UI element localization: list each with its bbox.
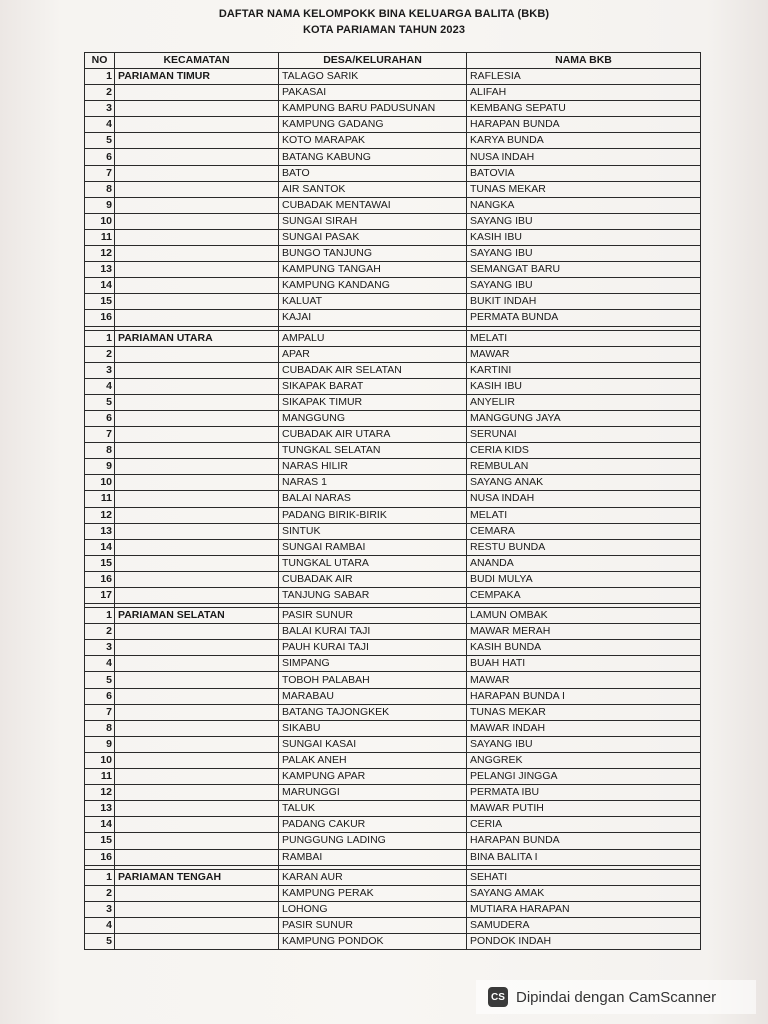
nama-bkb-cell: MAWAR INDAH <box>467 720 701 736</box>
desa-cell: KARAN AUR <box>279 869 467 885</box>
row-number: 13 <box>85 523 115 539</box>
nama-bkb-cell: MAWAR <box>467 346 701 362</box>
table-row <box>85 885 701 901</box>
table-row <box>85 165 701 181</box>
desa-cell: CUBADAK MENTAWAI <box>279 197 467 213</box>
kecamatan-cell <box>115 197 279 213</box>
desa-cell: SINTUK <box>279 523 467 539</box>
nama-bkb-cell: CERIA KIDS <box>467 443 701 459</box>
desa-cell: PADANG BIRIK-BIRIK <box>279 507 467 523</box>
nama-bkb-cell: SEMANGAT BARU <box>467 262 701 278</box>
table-row <box>85 262 701 278</box>
kecamatan-cell <box>115 133 279 149</box>
table-row <box>85 555 701 571</box>
kecamatan-cell <box>115 459 279 475</box>
table-row <box>85 720 701 736</box>
nama-bkb-cell: ANGGREK <box>467 752 701 768</box>
desa-cell: MARABAU <box>279 688 467 704</box>
header-nama-bkb: NAMA BKB <box>467 53 701 69</box>
row-number: 5 <box>85 394 115 410</box>
desa-cell: KAMPUNG PERAK <box>279 885 467 901</box>
table-row <box>85 704 701 720</box>
document-title: DAFTAR NAMA KELOMPOKK BINA KELUARGA BALITA (BKB) <box>218 8 550 20</box>
nama-bkb-cell: KASIH IBU <box>467 378 701 394</box>
table-row <box>85 491 701 507</box>
kecamatan-cell <box>115 833 279 849</box>
table-row <box>85 378 701 394</box>
nama-bkb-cell: HARAPAN BUNDA <box>467 833 701 849</box>
nama-bkb-cell: SAYANG IBU <box>467 246 701 262</box>
table-row <box>85 475 701 491</box>
kecamatan-cell <box>115 101 279 117</box>
nama-bkb-cell: PONDOK INDAH <box>467 933 701 949</box>
row-number: 3 <box>85 101 115 117</box>
nama-bkb-cell: CERIA <box>467 817 701 833</box>
desa-cell: AMPALU <box>279 330 467 346</box>
table-row <box>85 362 701 378</box>
table-row <box>85 588 701 604</box>
row-number: 16 <box>85 849 115 865</box>
table-row <box>85 410 701 426</box>
camscanner-label: Dipindai dengan CamScanner <box>516 988 717 1006</box>
table-row <box>85 933 701 949</box>
kecamatan-cell: PARIAMAN UTARA <box>115 330 279 346</box>
desa-cell: CUBADAK AIR <box>279 571 467 587</box>
kecamatan-cell <box>115 672 279 688</box>
desa-cell: NARAS HILIR <box>279 459 467 475</box>
desa-cell: PUNGGUNG LADING <box>279 833 467 849</box>
nama-bkb-cell: ANANDA <box>467 555 701 571</box>
table-row <box>85 278 701 294</box>
kecamatan-cell <box>115 555 279 571</box>
bkb-table <box>84 52 701 950</box>
table-row <box>85 394 701 410</box>
nama-bkb-cell: MELATI <box>467 330 701 346</box>
row-number: 5 <box>85 933 115 949</box>
nama-bkb-cell: SAYANG ANAK <box>467 475 701 491</box>
row-number: 14 <box>85 539 115 555</box>
nama-bkb-cell: MAWAR MERAH <box>467 624 701 640</box>
desa-cell: CUBADAK AIR SELATAN <box>279 362 467 378</box>
kecamatan-cell <box>115 849 279 865</box>
nama-bkb-cell: MAWAR <box>467 672 701 688</box>
desa-cell: SIMPANG <box>279 656 467 672</box>
row-number: 5 <box>85 133 115 149</box>
kecamatan-cell <box>115 427 279 443</box>
row-number: 4 <box>85 917 115 933</box>
desa-cell: TALUK <box>279 801 467 817</box>
desa-cell: CUBADAK AIR UTARA <box>279 427 467 443</box>
table-row <box>85 294 701 310</box>
desa-cell: TUNGKAL SELATAN <box>279 443 467 459</box>
desa-cell: PALAK ANEH <box>279 752 467 768</box>
desa-cell: BATO <box>279 165 467 181</box>
row-number: 8 <box>85 181 115 197</box>
row-number: 6 <box>85 410 115 426</box>
nama-bkb-cell: SAYANG IBU <box>467 736 701 752</box>
row-number: 10 <box>85 475 115 491</box>
row-number: 11 <box>85 491 115 507</box>
desa-cell: LOHONG <box>279 901 467 917</box>
row-number: 9 <box>85 459 115 475</box>
table-row <box>85 752 701 768</box>
row-number: 1 <box>85 69 115 85</box>
desa-cell: MARUNGGI <box>279 785 467 801</box>
row-number: 15 <box>85 833 115 849</box>
nama-bkb-cell: HARAPAN BUNDA <box>467 117 701 133</box>
kecamatan-cell <box>115 901 279 917</box>
nama-bkb-cell: SAYANG AMAK <box>467 885 701 901</box>
nama-bkb-cell: BUAH HATI <box>467 656 701 672</box>
kecamatan-cell <box>115 933 279 949</box>
row-number: 6 <box>85 149 115 165</box>
nama-bkb-cell: NUSA INDAH <box>467 491 701 507</box>
row-number: 10 <box>85 213 115 229</box>
desa-cell: MANGGUNG <box>279 410 467 426</box>
row-number: 2 <box>85 624 115 640</box>
kecamatan-cell: PARIAMAN SELATAN <box>115 608 279 624</box>
kecamatan-cell <box>115 704 279 720</box>
desa-cell: KAMPUNG KANDANG <box>279 278 467 294</box>
nama-bkb-cell: TUNAS MEKAR <box>467 704 701 720</box>
desa-cell: KALUAT <box>279 294 467 310</box>
desa-cell: KAMPUNG APAR <box>279 769 467 785</box>
desa-cell: TOBOH PALABAH <box>279 672 467 688</box>
desa-cell: AIR SANTOK <box>279 181 467 197</box>
kecamatan-cell: PARIAMAN TENGAH <box>115 869 279 885</box>
nama-bkb-cell: SEHATI <box>467 869 701 885</box>
kecamatan-cell <box>115 246 279 262</box>
kecamatan-cell <box>115 588 279 604</box>
nama-bkb-cell: CEMARA <box>467 523 701 539</box>
table-row <box>85 149 701 165</box>
desa-cell: PAKASAI <box>279 85 467 101</box>
table-header-row <box>85 53 701 69</box>
row-number: 10 <box>85 752 115 768</box>
header-kecamatan: KECAMATAN <box>115 53 279 69</box>
kecamatan-cell <box>115 85 279 101</box>
nama-bkb-cell: BINA BALITA I <box>467 849 701 865</box>
row-number: 3 <box>85 362 115 378</box>
table-row <box>85 801 701 817</box>
table-row <box>85 507 701 523</box>
desa-cell: BATANG KABUNG <box>279 149 467 165</box>
desa-cell: KAJAI <box>279 310 467 326</box>
row-number: 6 <box>85 688 115 704</box>
nama-bkb-cell: BUKIT INDAH <box>467 294 701 310</box>
table-row <box>85 181 701 197</box>
nama-bkb-cell: PERMATA IBU <box>467 785 701 801</box>
table-row <box>85 85 701 101</box>
desa-cell: KAMPUNG TANGAH <box>279 262 467 278</box>
nama-bkb-cell: NUSA INDAH <box>467 149 701 165</box>
desa-cell: APAR <box>279 346 467 362</box>
table-row <box>85 917 701 933</box>
kecamatan-cell <box>115 720 279 736</box>
nama-bkb-cell: ALIFAH <box>467 85 701 101</box>
row-number: 13 <box>85 801 115 817</box>
row-number: 15 <box>85 294 115 310</box>
row-number: 12 <box>85 507 115 523</box>
kecamatan-cell <box>115 362 279 378</box>
row-number: 9 <box>85 197 115 213</box>
nama-bkb-cell: MAWAR PUTIH <box>467 801 701 817</box>
kecamatan-cell <box>115 885 279 901</box>
kecamatan-cell <box>115 443 279 459</box>
table-row <box>85 330 701 346</box>
desa-cell: SUNGAI PASAK <box>279 229 467 245</box>
nama-bkb-cell: SAYANG IBU <box>467 213 701 229</box>
row-number: 8 <box>85 720 115 736</box>
nama-bkb-cell: SERUNAI <box>467 427 701 443</box>
table-row <box>85 833 701 849</box>
table-row <box>85 213 701 229</box>
kecamatan-cell <box>115 523 279 539</box>
desa-cell: KAMPUNG PONDOK <box>279 933 467 949</box>
table-row <box>85 901 701 917</box>
row-number: 4 <box>85 656 115 672</box>
nama-bkb-cell: HARAPAN BUNDA I <box>467 688 701 704</box>
kecamatan-cell <box>115 688 279 704</box>
desa-cell: BUNGO TANJUNG <box>279 246 467 262</box>
nama-bkb-cell: KASIH BUNDA <box>467 640 701 656</box>
kecamatan-cell <box>115 310 279 326</box>
row-number: 4 <box>85 378 115 394</box>
desa-cell: PAUH KURAI TAJI <box>279 640 467 656</box>
desa-cell: KAMPUNG GADANG <box>279 117 467 133</box>
nama-bkb-cell: KASIH IBU <box>467 229 701 245</box>
kecamatan-cell <box>115 491 279 507</box>
desa-cell: NARAS 1 <box>279 475 467 491</box>
nama-bkb-cell: CEMPAKA <box>467 588 701 604</box>
row-number: 1 <box>85 608 115 624</box>
kecamatan-cell <box>115 640 279 656</box>
kecamatan-cell <box>115 213 279 229</box>
row-number: 2 <box>85 85 115 101</box>
row-number: 8 <box>85 443 115 459</box>
desa-cell: PADANG CAKUR <box>279 817 467 833</box>
row-number: 11 <box>85 229 115 245</box>
table-row <box>85 539 701 555</box>
row-number: 7 <box>85 427 115 443</box>
row-number: 2 <box>85 885 115 901</box>
kecamatan-cell <box>115 785 279 801</box>
table-row <box>85 117 701 133</box>
table-row <box>85 571 701 587</box>
nama-bkb-cell: ANYELIR <box>467 394 701 410</box>
kecamatan-cell <box>115 507 279 523</box>
kecamatan-cell <box>115 917 279 933</box>
nama-bkb-cell: MUTIARA HARAPAN <box>467 901 701 917</box>
row-number: 16 <box>85 571 115 587</box>
desa-cell: TUNGKAL UTARA <box>279 555 467 571</box>
kecamatan-cell <box>115 410 279 426</box>
row-number: 12 <box>85 246 115 262</box>
header-desa: DESA/KELURAHAN <box>279 53 467 69</box>
nama-bkb-cell: KARTINI <box>467 362 701 378</box>
kecamatan-cell <box>115 181 279 197</box>
desa-cell: SUNGAI SIRAH <box>279 213 467 229</box>
table-row <box>85 785 701 801</box>
table-row <box>85 346 701 362</box>
kecamatan-cell <box>115 539 279 555</box>
table-row <box>85 624 701 640</box>
nama-bkb-cell: PELANGI JINGGA <box>467 769 701 785</box>
nama-bkb-cell: KARYA BUNDA <box>467 133 701 149</box>
desa-cell: BALAI KURAI TAJI <box>279 624 467 640</box>
table-row <box>85 246 701 262</box>
desa-cell: PASIR SUNUR <box>279 917 467 933</box>
table-row <box>85 197 701 213</box>
row-number: 13 <box>85 262 115 278</box>
desa-cell: BALAI NARAS <box>279 491 467 507</box>
kecamatan-cell <box>115 294 279 310</box>
nama-bkb-cell: PERMATA BUNDA <box>467 310 701 326</box>
row-number: 3 <box>85 640 115 656</box>
table-row <box>85 459 701 475</box>
kecamatan-cell <box>115 262 279 278</box>
kecamatan-cell <box>115 117 279 133</box>
kecamatan-cell <box>115 817 279 833</box>
table-row <box>85 769 701 785</box>
desa-cell: SUNGAI KASAI <box>279 736 467 752</box>
nama-bkb-cell: SAYANG IBU <box>467 278 701 294</box>
nama-bkb-cell: REMBULAN <box>467 459 701 475</box>
nama-bkb-cell: BATOVIA <box>467 165 701 181</box>
nama-bkb-cell: RAFLESIA <box>467 69 701 85</box>
kecamatan-cell <box>115 475 279 491</box>
table-row <box>85 672 701 688</box>
table-row <box>85 69 701 85</box>
kecamatan-cell <box>115 165 279 181</box>
nama-bkb-cell: MANGGUNG JAYA <box>467 410 701 426</box>
nama-bkb-cell: KEMBANG SEPATU <box>467 101 701 117</box>
desa-cell: PASIR SUNUR <box>279 608 467 624</box>
kecamatan-cell <box>115 346 279 362</box>
table-row <box>85 817 701 833</box>
nama-bkb-cell: MELATI <box>467 507 701 523</box>
nama-bkb-cell: LAMUN OMBAK <box>467 608 701 624</box>
row-number: 12 <box>85 785 115 801</box>
document-subtitle: KOTA PARIAMAN TAHUN 2023 <box>302 24 466 36</box>
nama-bkb-cell: NANGKA <box>467 197 701 213</box>
row-number: 16 <box>85 310 115 326</box>
row-number: 1 <box>85 869 115 885</box>
row-number: 9 <box>85 736 115 752</box>
table-row <box>85 523 701 539</box>
kecamatan-cell <box>115 736 279 752</box>
table-row <box>85 688 701 704</box>
desa-cell: SUNGAI RAMBAI <box>279 539 467 555</box>
row-number: 14 <box>85 278 115 294</box>
kecamatan-cell <box>115 624 279 640</box>
camscanner-watermark <box>476 980 756 1014</box>
row-number: 3 <box>85 901 115 917</box>
nama-bkb-cell: SAMUDERA <box>467 917 701 933</box>
table-row <box>85 310 701 326</box>
desa-cell: SIKAPAK BARAT <box>279 378 467 394</box>
table-row <box>85 443 701 459</box>
table-row <box>85 101 701 117</box>
header-no: NO <box>85 53 115 69</box>
row-number: 5 <box>85 672 115 688</box>
desa-cell: BATANG TAJONGKEK <box>279 704 467 720</box>
desa-cell: KAMPUNG BARU PADUSUNAN <box>279 101 467 117</box>
nama-bkb-cell: BUDI MULYA <box>467 571 701 587</box>
table-row <box>85 427 701 443</box>
kecamatan-cell: PARIAMAN TIMUR <box>115 69 279 85</box>
kecamatan-cell <box>115 752 279 768</box>
desa-cell: SIKABU <box>279 720 467 736</box>
row-number: 14 <box>85 817 115 833</box>
row-number: 7 <box>85 165 115 181</box>
table-row <box>85 736 701 752</box>
desa-cell: TALAGO SARIK <box>279 69 467 85</box>
row-number: 17 <box>85 588 115 604</box>
table-row <box>85 656 701 672</box>
kecamatan-cell <box>115 769 279 785</box>
desa-cell: TANJUNG SABAR <box>279 588 467 604</box>
table-row <box>85 640 701 656</box>
table-row <box>85 229 701 245</box>
row-number: 11 <box>85 769 115 785</box>
desa-cell: SIKAPAK TIMUR <box>279 394 467 410</box>
kecamatan-cell <box>115 378 279 394</box>
kecamatan-cell <box>115 149 279 165</box>
kecamatan-cell <box>115 571 279 587</box>
row-number: 4 <box>85 117 115 133</box>
nama-bkb-cell: TUNAS MEKAR <box>467 181 701 197</box>
nama-bkb-cell: RESTU BUNDA <box>467 539 701 555</box>
kecamatan-cell <box>115 229 279 245</box>
row-number: 1 <box>85 330 115 346</box>
kecamatan-cell <box>115 278 279 294</box>
row-number: 7 <box>85 704 115 720</box>
row-number: 15 <box>85 555 115 571</box>
desa-cell: RAMBAI <box>279 849 467 865</box>
kecamatan-cell <box>115 394 279 410</box>
kecamatan-cell <box>115 801 279 817</box>
camscanner-logo-icon: CS <box>488 987 508 1007</box>
kecamatan-cell <box>115 656 279 672</box>
row-number: 2 <box>85 346 115 362</box>
table-row <box>85 133 701 149</box>
table-row <box>85 849 701 865</box>
table-row <box>85 608 701 624</box>
table-row <box>85 869 701 885</box>
desa-cell: KOTO MARAPAK <box>279 133 467 149</box>
